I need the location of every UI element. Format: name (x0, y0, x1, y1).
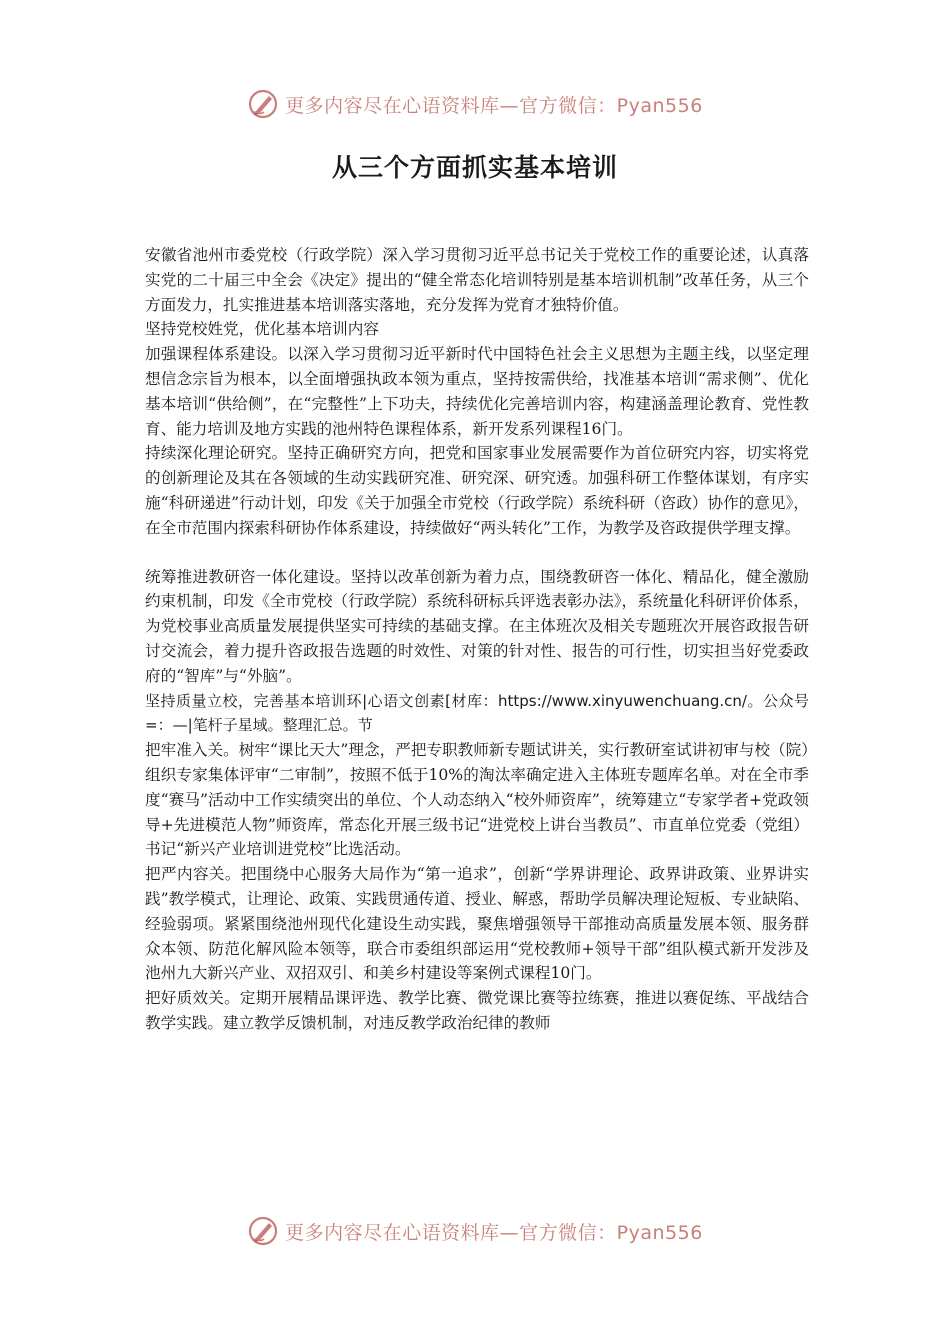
section-heading-watermark: 坚持质量立校，完善基本培训环|心语文创素[材库：https://www.xinyuwenchuang.cn/。公众号=：—|笔杆子星域。整理汇总。节 (145, 691, 809, 735)
wechat-id: Pyan556 (616, 94, 703, 117)
body-paragraph: 把好质效关。定期开展精品课评选、教学比赛、微党课比赛等拉练赛，推进以赛促练、平战结合教学实践。建立教学反馈机制，对违反教学政治纪律的教师 (145, 989, 809, 1032)
body-paragraph: 加强课程体系建设。以深入学习贯彻习近平新时代中国特色社会主义思想为主题主线，以坚定理想信念宗旨为根本，以全面增强执政本领为重点，坚持按需供给，找准基本培训“需求侧”、优化基本培训“供给侧”，在“完整性”上下功夫，持续优化完善培训内容，构建涵盖理论教育、党性教育、能力培训及地方实践的池州特色课程体系，新开发系列课程16门。 (145, 345, 809, 438)
pen-logo-icon (247, 1215, 279, 1247)
body-paragraph: 把牢准入关。树牢“课比天大”理念，严把专职教师新专题试讲关，实行教研室试讲初审与校（院）组织专家集体评审“二审制”，按照不低于10%的淘汰率确定进入主体班专题库名单。对在全市季度“赛马”活动中工作实绩突出的单位、个人动态纳入“校外师资库”，统筹建立“专家学者+党政领导+先进模范人物”师资库，常态化开展三级书记“进党校上讲台当教员”、市直单位党委（党组）书记“新兴产业培训进党校”比选活动。 (145, 741, 809, 859)
document-title: 从三个方面抓实基本培训 (331, 153, 618, 182)
watermark-text: 更多内容尽在心语资料库—官方微信：Pyan556 (285, 1221, 703, 1244)
section-heading: 坚持党校姓党，优化基本培训内容 (145, 320, 379, 339)
footer-watermark-banner (0, 1211, 950, 1251)
document-body (145, 243, 809, 1036)
body-paragraph: 统筹推进教研咨一体化建设。坚持以改革创新为着力点，围绕教研咨一体化、精品化，健全激励约束机制，印发《全市党校（行政学院）系统科研标兵评选表彰办法》，系统量化科研评价体系，为党校事业高质量发展提供坚实可持续的基础支撑。在主体班次及相关专题班次开展咨政报告研讨交流会，着力提升咨政报告选题的时效性、对策的针对性、报告的可行性，切实担当好党委政府的“智库”与“外脑”。 (145, 567, 809, 685)
pen-logo-icon (247, 88, 279, 120)
intro-paragraph: 安徽省池州市委党校（行政学院）深入学习贯彻习近平总书记关于党校工作的重要论述，认真落实党的二十届三中全会《决定》提出的“健全常态化培训特别是基本培训机制”改革任务，从三个方面发力，扎实推进基本培训落实落地，充分发挥为党育才独特价值。 (145, 246, 809, 314)
wechat-id: Pyan556 (616, 1221, 703, 1244)
header-watermark-banner (0, 84, 950, 124)
body-paragraph: 把严内容关。把围绕中心服务大局作为“第一追求”，创新“学界讲理论、政界讲政策、业界讲实践”教学模式，让理论、政策、实践贯通传道、授业、解惑，帮助学员解决理论短板、专业缺陷、经验弱项。紧紧围绕池州现代化建设生动实践，聚焦增强领导干部推动高质量发展本领、服务群众本领、防范化解风险本领等，联合市委组织部运用“党校教师+领导干部”组队模式新开发涉及池州九大新兴产业、双招双引、和美乡村建设等案例式课程10门。 (145, 865, 809, 983)
watermark-text: 更多内容尽在心语资料库—官方微信：Pyan556 (285, 94, 703, 117)
body-paragraph: 持续深化理论研究。坚持正确研究方向，把党和国家事业发展需要作为首位研究内容，切实将党的创新理论及其在各领域的生动实践研究准、研究深、研究透。加强科研工作整体谋划，有序实施“科研递进”行动计划，印发《关于加强全市党校（行政学院）系统科研（咨政）协作的意见》，在全市范围内探索科研协作体系建设，持续做好“两头转化”工作，为教学及咨政提供学理支撑。 (145, 444, 809, 537)
